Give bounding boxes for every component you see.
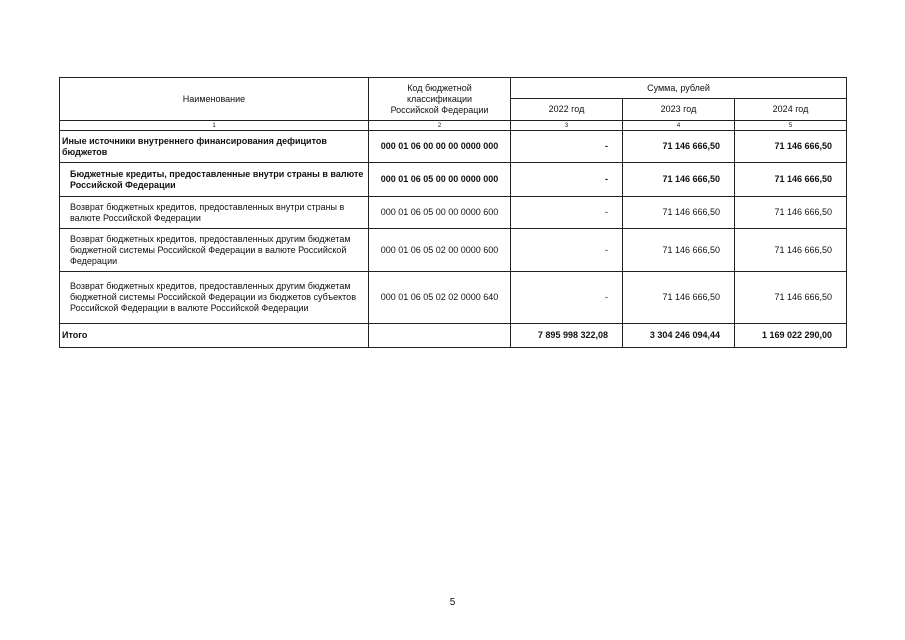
row-value-2023: 71 146 666,50 — [623, 229, 735, 272]
table-row — [60, 229, 847, 272]
column-index: 2 — [369, 121, 511, 131]
row-value-2022: - — [511, 229, 623, 272]
header-row-top — [60, 78, 847, 99]
row-code: 000 01 06 00 00 00 0000 000 — [369, 131, 511, 163]
row-name: Возврат бюджетных кредитов, предоставленных внутри страны в валюте Российской Федерации — [60, 197, 369, 229]
header-year-2022: 2022 год — [511, 99, 623, 121]
total-row — [60, 324, 847, 348]
header-sum: Сумма, рублей — [511, 78, 847, 99]
column-index: 4 — [623, 121, 735, 131]
column-index-row — [60, 121, 847, 131]
row-value-2023: 71 146 666,50 — [623, 131, 735, 163]
row-value-2022: - — [511, 272, 623, 324]
row-value-2024: 71 146 666,50 — [735, 163, 847, 197]
row-value-2023: 71 146 666,50 — [623, 163, 735, 197]
row-value-2022: - — [511, 197, 623, 229]
total-value-2023: 3 304 246 094,44 — [623, 324, 735, 348]
budget-sources-table — [59, 77, 847, 348]
total-label: Итого — [60, 324, 369, 348]
row-code: 000 01 06 05 02 02 0000 640 — [369, 272, 511, 324]
page-number: 5 — [449, 597, 456, 608]
row-value-2024: 71 146 666,50 — [735, 197, 847, 229]
row-value-2023: 71 146 666,50 — [623, 197, 735, 229]
row-name: Возврат бюджетных кредитов, предоставленных другим бюджетам бюджетной системы Российской Федерации в валюте Российской Федерации — [60, 229, 369, 272]
row-value-2022: - — [511, 131, 623, 163]
row-name: Возврат бюджетных кредитов, предоставленных другим бюджетам бюджетной системы Российской Федерации из бюджетов субъектов Российской Федерации в валюте Российской Федерации — [60, 272, 369, 324]
row-name: Бюджетные кредиты, предоставленные внутри страны в валюте Российской Федерации — [60, 163, 369, 197]
header-name: Наименование — [60, 78, 369, 121]
row-code: 000 01 06 05 02 00 0000 600 — [369, 229, 511, 272]
column-index: 1 — [60, 121, 369, 131]
row-value-2024: 71 146 666,50 — [735, 229, 847, 272]
total-code — [369, 324, 511, 348]
table-row — [60, 197, 847, 229]
column-index: 3 — [511, 121, 623, 131]
table-row — [60, 272, 847, 324]
table-row — [60, 131, 847, 163]
column-index: 5 — [735, 121, 847, 131]
total-value-2024: 1 169 022 290,00 — [735, 324, 847, 348]
row-value-2023: 71 146 666,50 — [623, 272, 735, 324]
header-year-2024: 2024 год — [735, 99, 847, 121]
row-code: 000 01 06 05 00 00 0000 600 — [369, 197, 511, 229]
row-value-2024: 71 146 666,50 — [735, 131, 847, 163]
row-name: Иные источники внутреннего финансирования дефицитов бюджетов — [60, 131, 369, 163]
total-value-2022: 7 895 998 322,08 — [511, 324, 623, 348]
table-row — [60, 163, 847, 197]
row-code: 000 01 06 05 00 00 0000 000 — [369, 163, 511, 197]
row-value-2024: 71 146 666,50 — [735, 272, 847, 324]
header-year-2023: 2023 год — [623, 99, 735, 121]
row-value-2022: - — [511, 163, 623, 197]
header-code: Код бюджетной классификации Российской Федерации — [369, 78, 511, 121]
